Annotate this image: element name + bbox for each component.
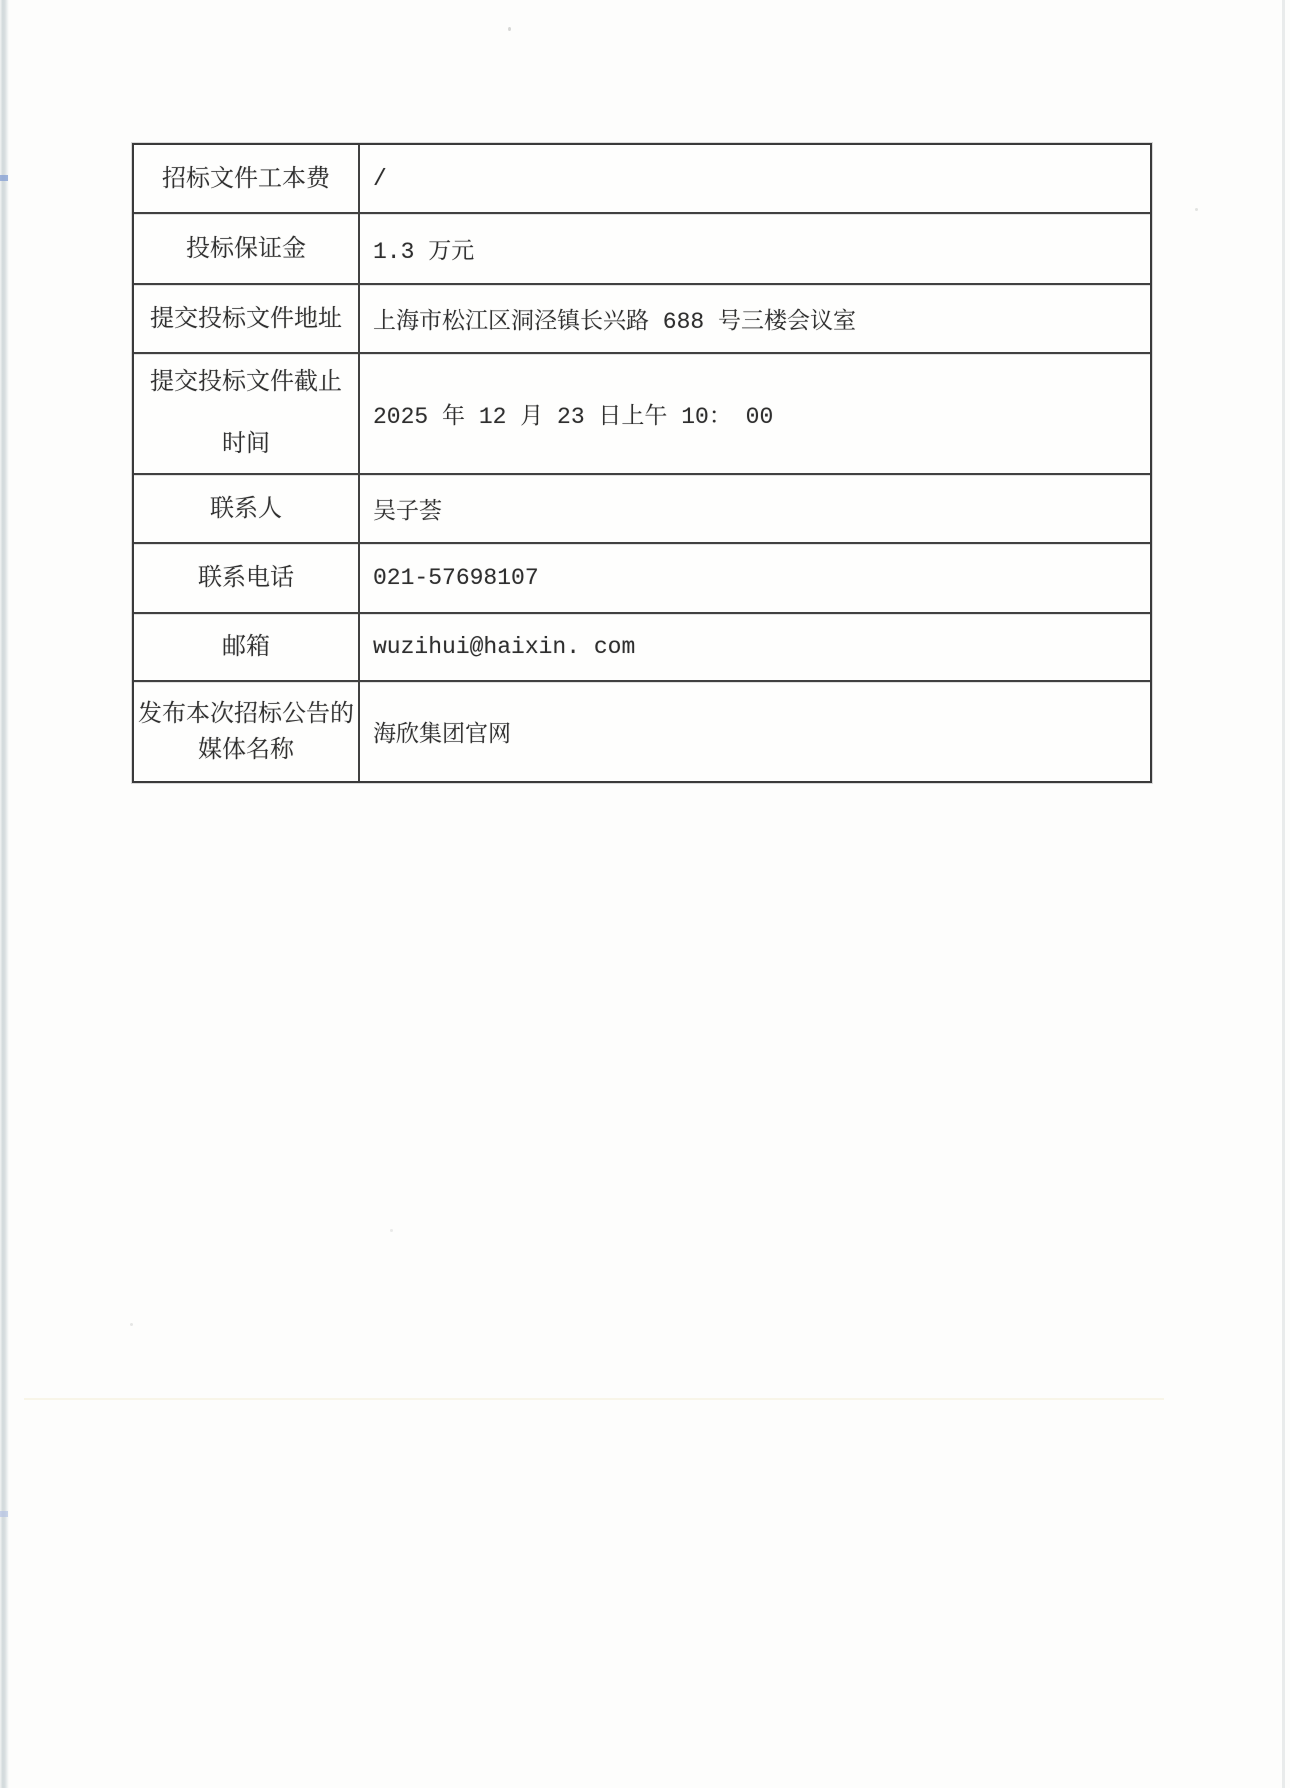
page-left-edge-scan-artifact — [0, 0, 9, 1788]
row-label-bid-submission-address — [134, 285, 360, 352]
label-text: 提交投标文件地址 — [150, 305, 342, 332]
table-row-contact-person — [134, 475, 1150, 544]
row-value-contact-phone: 021-57698107 — [373, 565, 539, 591]
label-text-line1: 发布本次招标公告的 — [138, 700, 354, 727]
label-text: 联系电话 — [198, 565, 294, 591]
label-text: 招标文件工本费 — [162, 165, 330, 192]
label-text-line2: 时间 — [222, 430, 270, 457]
row-value-bid-submission-address: 上海市松江区洞泾镇长兴路 688 号三楼会议室 — [373, 309, 857, 335]
row-label-email — [134, 614, 360, 680]
row-value-tender-doc-fee: / — [373, 165, 387, 192]
table-row-bid-submission-address — [134, 285, 1150, 354]
label-text: 投标保证金 — [186, 235, 306, 262]
blue-pen-mark — [0, 175, 8, 181]
label-text: 邮箱 — [222, 634, 270, 660]
blue-pen-mark — [0, 1511, 8, 1517]
label-text: 联系人 — [210, 495, 282, 522]
row-label-contact-phone — [134, 544, 360, 612]
row-value-announcement-media: 海欣集团官网 — [373, 722, 511, 748]
row-label-contact-person — [134, 475, 360, 542]
row-value-contact-person: 吴子荟 — [373, 499, 442, 525]
row-value-bid-bond: 1.3 万元 — [373, 239, 475, 265]
label-text-line1: 提交投标文件截止 — [150, 369, 342, 396]
scan-speck — [390, 1229, 393, 1232]
row-value-bid-submission-deadline: 2025 年 12 月 23 日上午 10： 00 — [373, 404, 774, 430]
page-right-edge-scan-artifact — [1282, 0, 1285, 1788]
row-label-bid-bond — [134, 214, 360, 283]
table-row-announcement-media — [134, 682, 1150, 781]
scan-fold-line — [24, 1398, 1164, 1400]
scan-speck — [508, 27, 511, 31]
tender-info-table — [132, 143, 1152, 783]
table-row-bid-bond — [134, 214, 1150, 285]
table-row-bid-submission-deadline — [134, 354, 1150, 475]
table-row-contact-phone — [134, 544, 1150, 614]
row-label-bid-submission-deadline — [134, 354, 360, 473]
label-text-line2: 媒体名称 — [198, 736, 294, 763]
scan-speck — [1195, 208, 1198, 211]
row-label-announcement-media — [134, 682, 360, 781]
row-value-email: wuzihui@haixin. com — [373, 634, 636, 660]
table-row-tender-doc-fee — [134, 145, 1150, 214]
table-row-email — [134, 614, 1150, 682]
scan-speck — [130, 1323, 133, 1326]
row-label-tender-doc-fee — [134, 145, 360, 212]
